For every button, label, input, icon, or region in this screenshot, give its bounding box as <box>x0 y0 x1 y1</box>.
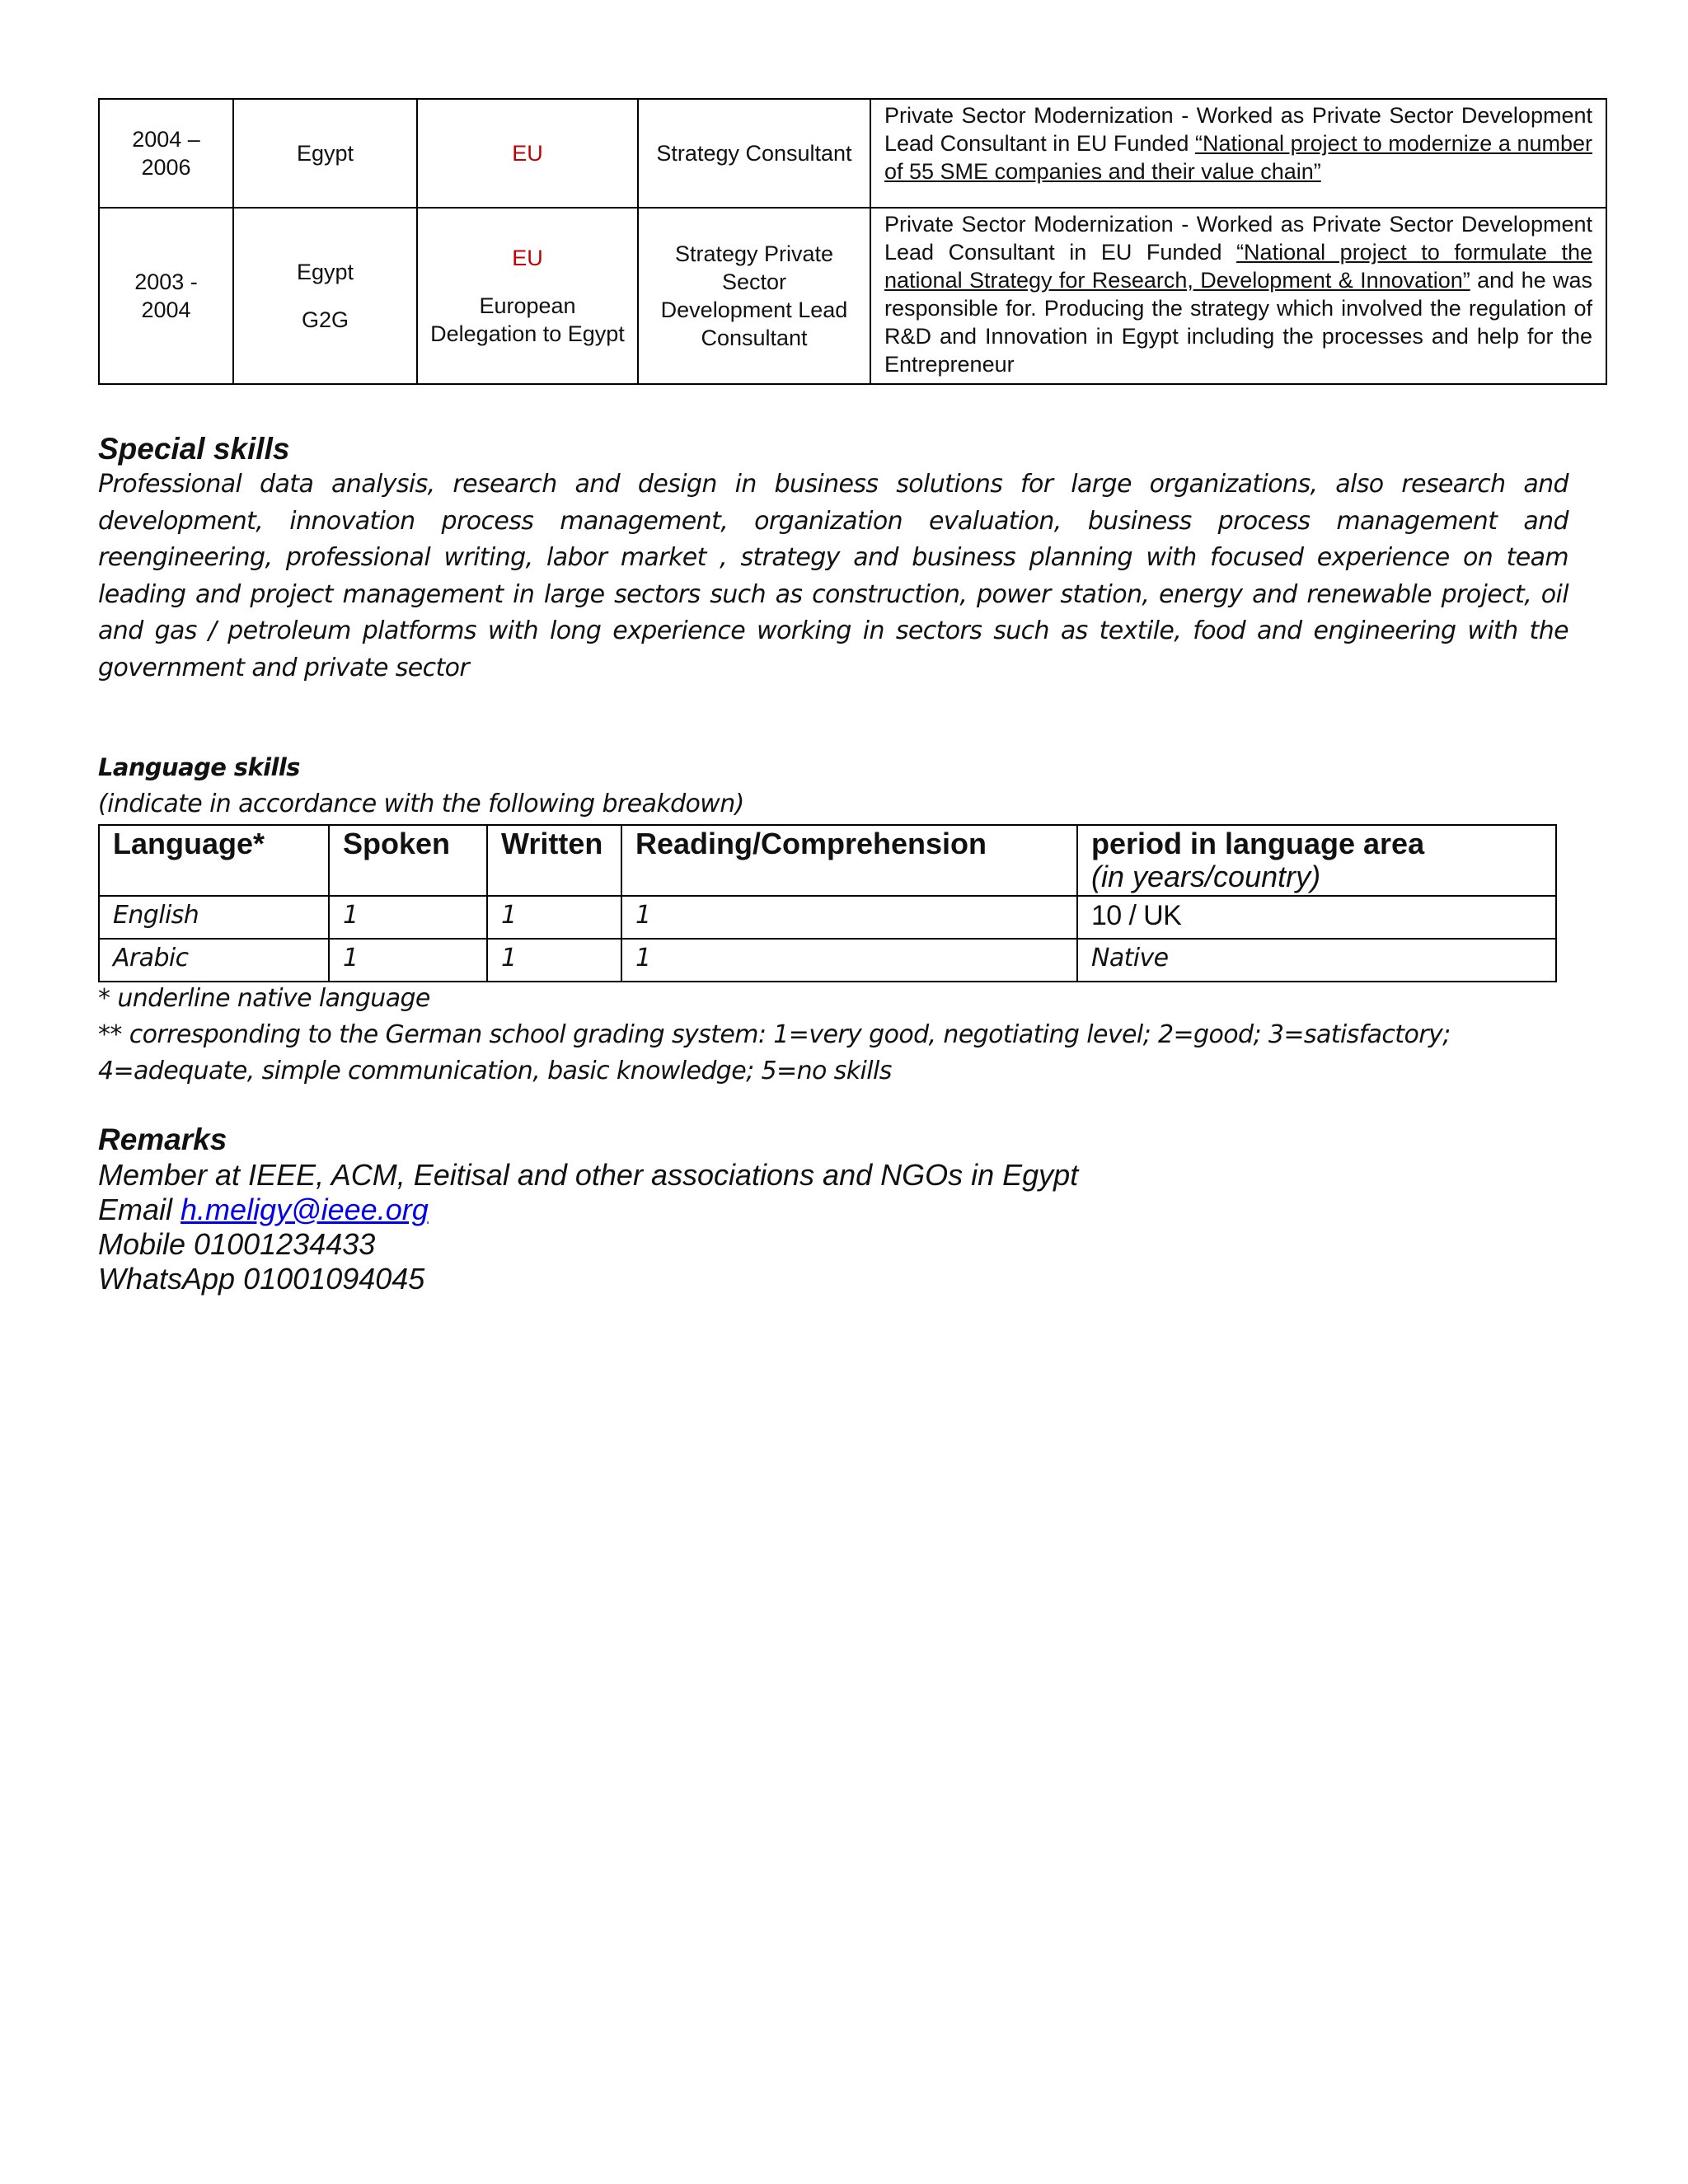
years-cell <box>99 99 233 208</box>
description-cell <box>870 99 1606 208</box>
remarks-email-line <box>98 1193 1078 1227</box>
spoken-level: 1 <box>329 896 487 939</box>
remarks-mobile: Mobile 01001234433 <box>98 1227 376 1261</box>
period-value: 10 / UK <box>1077 896 1556 939</box>
reading-level: 1 <box>621 939 1077 982</box>
client-cell <box>417 99 638 208</box>
reading-level: 1 <box>621 896 1077 939</box>
country-subtext: G2G <box>301 307 349 332</box>
experience-row <box>99 208 1606 384</box>
remarks-body <box>98 1158 1078 1296</box>
remarks-whatsapp: WhatsApp 01001094045 <box>98 1262 425 1296</box>
header-period-sub: (in years/country) <box>1091 860 1321 893</box>
position-text: Strategy Private Sector Development Lead Consultant <box>660 241 848 350</box>
language-notes <box>98 981 1451 1090</box>
country-text: Egypt <box>296 260 354 284</box>
description-text-cont: and he was responsible for. Producing the strategy which involved the regulation of R&D and Innovation in Egypt including the processes and help for the Entrepreneur <box>884 268 1593 377</box>
special-skills-text: Professional data analysis, research and design in business solutions for large organizations, also research and development, innovation process management, organization evaluation, business process management and reengineering, professional writing, labor market , strategy and business planning with focused experience on team leading and project management in large sectors such as construction, power station, energy and renewable project, oil and gas / petroleum platforms with long experience working in sectors such as textile, food and engineering with the government and private sector <box>98 470 1568 682</box>
experience-table <box>98 98 1607 385</box>
years-text: 2004 – 2006 <box>132 127 200 180</box>
position-text: Strategy Consultant <box>656 141 852 166</box>
header-language: Language* <box>99 825 329 896</box>
written-level: 1 <box>487 939 621 982</box>
client-subtext: European Delegation to Egypt <box>430 293 625 346</box>
special-skills-heading: Special skills <box>98 432 290 466</box>
description-text: Private Sector Modernization - Worked as Private Sector Development Lead Consultant in EU Funded <box>884 212 1592 265</box>
project-title: “National project to formulate the national Strategy for Research, Development & Innovation” <box>884 240 1593 293</box>
project-title: “National project to modernize a number of 55 SME companies and their value chain” <box>884 131 1592 184</box>
description-text: Private Sector Modernization - Worked as Private Sector Development Lead Consultant in EU Funded <box>884 103 1592 156</box>
language-name: Arabic <box>99 939 329 982</box>
written-level: 1 <box>487 896 621 939</box>
table-row <box>99 939 1556 982</box>
note-grading: ** corresponding to the German school grading system: 1=very good, negotiating level; 2=good; 3=satisfactory; <box>98 1020 1451 1049</box>
country-text: Egypt <box>296 141 354 166</box>
language-skills-subheading: (indicate in accordance with the following breakdown) <box>98 790 744 818</box>
client-cell <box>417 208 638 384</box>
experience-row <box>99 99 1606 208</box>
email-link[interactable]: h.meligy@ieee.org <box>181 1193 429 1226</box>
header-reading: Reading/Comprehension <box>621 825 1077 896</box>
description-cell <box>870 208 1606 384</box>
remarks-membership: Member at IEEE, ACM, Eeitisal and other associations and NGOs in Egypt <box>98 1158 1079 1192</box>
language-table-header <box>99 825 1556 896</box>
position-cell <box>638 208 870 384</box>
header-written: Written <box>487 825 621 896</box>
header-spoken: Spoken <box>329 825 487 896</box>
period-value: Native <box>1077 939 1556 982</box>
language-table <box>98 824 1557 982</box>
table-row <box>99 896 1556 939</box>
language-name: English <box>99 896 329 939</box>
country-cell <box>233 99 417 208</box>
client-text: EU <box>512 141 543 166</box>
spoken-level: 1 <box>329 939 487 982</box>
note-underline: * underline native language <box>98 984 430 1013</box>
email-label: Email <box>98 1193 181 1226</box>
years-text: 2003 - 2004 <box>134 269 198 322</box>
note-grading-cont: 4=adequate, simple communication, basic knowledge; 5=no skills <box>98 1057 892 1085</box>
client-text: EU <box>512 246 543 270</box>
years-cell <box>99 208 233 384</box>
language-skills-heading: Language skills <box>98 753 300 781</box>
country-cell <box>233 208 417 384</box>
position-cell <box>638 99 870 208</box>
header-period <box>1077 825 1556 896</box>
remarks-heading: Remarks <box>98 1122 227 1156</box>
header-period-label: period in language area <box>1091 827 1425 860</box>
